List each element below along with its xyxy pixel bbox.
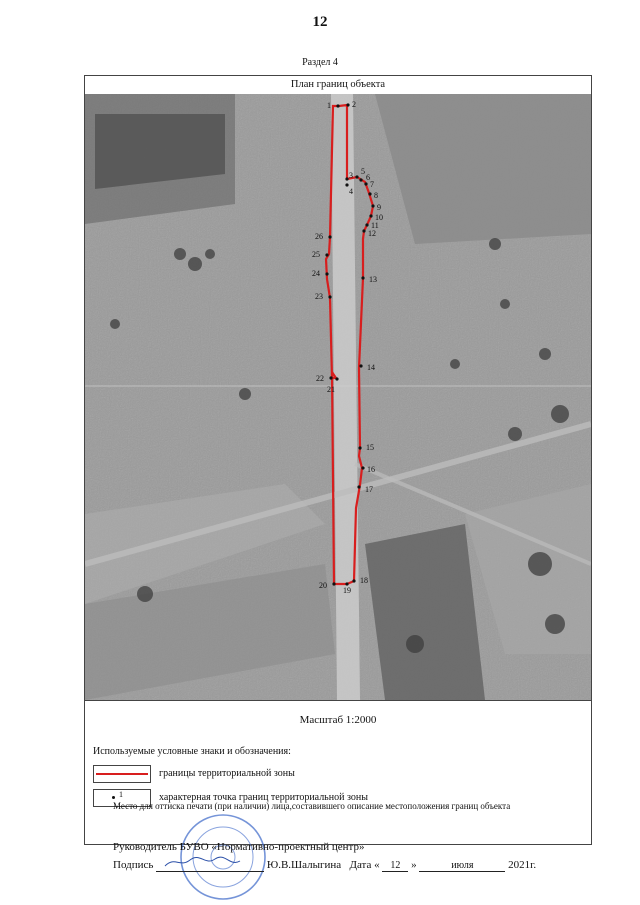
scale-label: Масштаб 1:2000 xyxy=(299,714,377,726)
frame-title: План границ объекта xyxy=(85,76,591,95)
page-number: 12 xyxy=(312,14,328,30)
date-month: июля xyxy=(419,860,505,872)
aerial-map xyxy=(85,94,591,701)
point-label-9: 9 xyxy=(377,203,381,212)
point-label-22: 22 xyxy=(316,374,324,383)
date-day: 12 xyxy=(382,860,408,872)
point-label-16: 16 xyxy=(367,465,375,474)
point-label-25: 25 xyxy=(312,250,320,259)
point-label-11: 11 xyxy=(371,221,379,230)
point-label-26: 26 xyxy=(315,232,323,241)
point-label-17: 17 xyxy=(365,485,373,494)
legend-point-symbol: 1 xyxy=(119,790,123,799)
point-label-21: 21 xyxy=(327,385,335,394)
section-title: Раздел 4 xyxy=(302,57,338,68)
legend-title: Используемые условные знаки и обозначения: xyxy=(93,746,291,757)
stamp-note: Место для оттиска печати (при наличии) лица,составившего описание местоположения границ объекта xyxy=(113,801,511,811)
signature-field xyxy=(156,856,264,872)
plan-frame xyxy=(84,75,592,871)
handwritten-signature xyxy=(160,856,260,868)
point-label-24: 24 xyxy=(312,269,320,278)
point-label-8: 8 xyxy=(374,191,378,200)
date-year: 2021г. xyxy=(508,859,537,871)
point-label-19: 19 xyxy=(343,586,351,595)
point-label-18: 18 xyxy=(360,576,368,585)
legend-boundary-swatch xyxy=(93,765,151,783)
point-label-6: 6 xyxy=(366,173,370,182)
date-close: » xyxy=(411,859,417,871)
legend-boundary-label: границы территориальной зоны xyxy=(159,768,295,779)
sign-label: Подпись xyxy=(113,859,154,871)
head-line: Руководитель БУВО «Нормативно-проектный центр» xyxy=(113,841,365,853)
point-label-3: 3 xyxy=(349,171,353,180)
map-svg xyxy=(85,94,591,700)
point-label-14: 14 xyxy=(367,363,375,372)
point-label-12: 12 xyxy=(368,229,376,238)
signer-name: Ю.В.Шалыгина xyxy=(266,859,342,871)
point-label-7: 7 xyxy=(370,180,374,189)
date-label: Дата « xyxy=(349,859,380,871)
point-label-15: 15 xyxy=(366,443,374,452)
point-label-2: 2 xyxy=(352,100,356,109)
legend-point-label: характерная точка границ территориальной зоны xyxy=(159,792,368,803)
point-label-20: 20 xyxy=(319,581,327,590)
point-label-4: 4 xyxy=(349,187,353,196)
signature-row xyxy=(113,856,536,872)
point-label-5: 5 xyxy=(361,167,365,176)
point-label-10: 10 xyxy=(375,213,383,222)
point-label-23: 23 xyxy=(315,292,323,301)
point-label-13: 13 xyxy=(369,275,377,284)
point-label-1: 1 xyxy=(327,101,331,110)
